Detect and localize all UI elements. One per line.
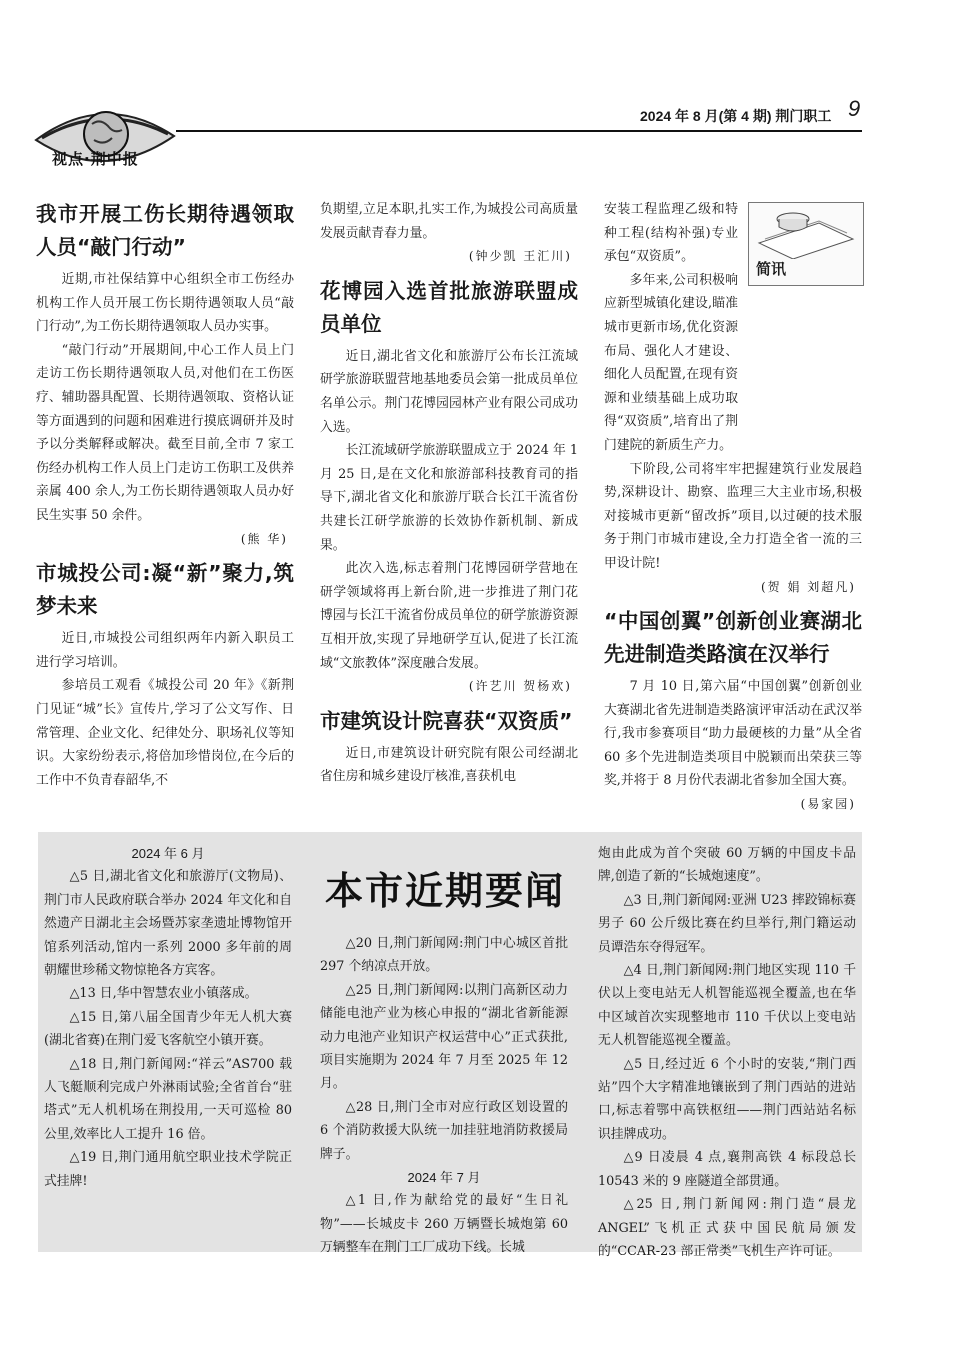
column-3 [604,198,862,817]
news-item: △13 日,华中智慧农业小镇落成。 [69,986,258,1002]
paragraph: 多年来,公司积极响应新型城镇化建设,瞄准城市更新市场,优化资源布局、强化人才建设、细化人员配置,在现有资源和业绩基础上成功取得“双资质”,培育出了荆门建院的新质生产力。 [604,272,738,453]
logo-text: 视点·荆中报 [52,150,139,168]
article-title: “中国创翼”创新创业赛湖北先进制造类路演在汉举行 [604,609,862,667]
byline: (易家园) [800,797,856,812]
news-item: △25 日,荆门新闻网:荆门造“晨龙ANGEL”飞机正式获中国民航局颁发的“CCAR-23 部正常类”飞机生产许可证。 [598,1197,856,1259]
paragraph: “敲门行动”开展期间,中心工作人员上门走访工伤长期待遇领取人员,对他们在工伤医疗、辅助器具配置、长期待遇领取、资格认证等方面遇到的问题和困难进行摸底调研并及时予以分类解释或解决。截至目前,全市 7 家工伤经办机构工作人员上门走访工伤职工及供养亲属 400 余人,为工伤长期待遇领取人员办好民生实事 50 余件。 [36,342,294,523]
paragraph: 长江流域研学旅游联盟成立于 2024 年 1 月 25 日,是在文化和旅游部科技教育司的指导下,湖北省文化和旅游厅联合长江干流省份共建长江研学旅游的长效协作新机制、新成果。 [320,443,578,553]
byline: (熊 华) [240,531,288,546]
column-1 [36,198,294,792]
news-item: △18 日,荆门新闻网:“祥云”AS700 载人飞艇顺利完成户外淋雨试验;全省首台“驻塔式”无人机机场在荆投用,一天可巡检 80 公里,效率比人工提升 16 倍。 [44,1056,292,1142]
byline: (钟少凯 王汇川) [468,249,572,264]
paragraph: 近期,市社保结算中心组织全市工伤经办机构工作人员开展工伤长期待遇领取人员“敲门行动”,为工伤长期待遇领取人员办实事。 [36,272,294,335]
article-title: 市建筑设计院喜获“双资质” [320,708,573,733]
news-column-1 [44,842,292,1193]
news-box-title: 本市近期要闻 [324,869,565,913]
news-item: △5 日,湖北省文化和旅游厅(文物局)、荆门市人民政府联合举办 2024 年文化和自然遗产日湖北主会场暨苏家垄遗址博物馆开馆系列活动,馆内一系列 2000 多年前的周朝耀世珍稀文物惊艳各方宾客。 [44,869,292,979]
page-number: 9 [848,96,861,121]
month-heading: 2024 年 7 月 [407,1170,481,1186]
news-item: △9 日凌晨 4 点,襄荆高铁 4 标段总长 10543 米的 9 座隧道全部贯通。 [598,1150,856,1189]
paragraph: 近日,市建筑设计研究院有限公司经湖北省住房和城乡建设厅核准,喜获机电 [320,745,578,785]
paragraph: 近日,湖北省文化和旅游厅公布长江流域研学旅游联盟营地基地委员会第一批成员单位名单公示。荆门花博园园林产业有限公司成功入选。 [320,348,578,435]
news-item: △1 日,作为献给党的最好“生日礼物”——长城皮卡 260 万辆暨长城炮第 60 万辆整车在荆门工厂成功下线。长城 [320,1193,568,1256]
paragraph: 此次入选,标志着荆门花博园研学营地在研学领域将再上新台阶,进一步推进了荆门花博园与长江干流省份成员单位的研学旅游资源互相开放,实现了异地研学互认,促进了长江流域“文旅教体”深度融合发展。 [320,561,578,671]
article-title: 市城投公司:凝“新”聚力,筑梦未来 [36,561,294,619]
article-title: 我市开展工伤长期待遇领取人员“敲门行动” [36,202,294,259]
news-item: △20 日,荆门新闻网:荆门中心城区首批 297 个纳凉点开放。 [320,936,568,975]
article-title: 花博园入选首批旅游联盟成员单位 [320,278,578,336]
news-item: 炮由此成为首个突破 60 万辆的中国皮卡品牌,创造了新的“长城炮速度”。 [598,846,856,885]
news-item: △3 日,荆门新闻网:亚洲 U23 摔跤锦标赛男子 60 公斤级比赛在约旦举行,荆门籍运动员谭浩东夺得冠军。 [598,892,856,955]
news-item: △5 日,经过近 6 个小时的安装,“荆门西站”四个大字精准地镶嵌到了荆门西站的进站口,标志着鄂中高铁枢纽——荆门西站站名标识挂牌成功。 [598,1056,856,1142]
news-item: △28 日,荆门全市对应行政区划设置的 6 个消防救援大队统一加挂驻地消防救援局牌子。 [320,1099,568,1162]
news-item: △25 日,荆门新闻网:以荆门高新区动力储能电池产业为核心申报的“湖北省新能源动力电池产业知识产权运营中心”正式获批,项目实施期为 2024 年 7 月至 2025 年 12 月。 [320,982,568,1092]
news-column-2 [320,932,568,1260]
brief-label: 简讯 [756,260,787,278]
issue-info: 2024 年 8 月(第 4 期) 荆门职工 [640,108,832,124]
news-column-3 [598,842,856,1263]
news-item: △19 日,荆门通用航空职业技术学院正式挂牌! [44,1150,292,1189]
byline: (贺 娟 刘超凡) [761,579,856,594]
news-item: △4 日,荆门新闻网:荆门地区实现 110 千伏以上变电站无人机智能巡视全覆盖,也在华中区域首次实现整地市 110 千伏以上变电站无人机智能巡视全覆盖。 [598,963,856,1049]
paragraph: 负期望,立足本职,扎实工作,为城投公司高质量发展贡献青春力量。 [320,202,578,241]
header-rule [176,130,862,132]
month-heading: 2024 年 6 月 [131,846,205,861]
news-item: △15 日,第八届全国青少年无人机大赛(湖北省赛)在荆门爱飞客航空小镇开赛。 [44,1009,292,1049]
paragraph: 7 月 10 日,第六届“中国创翼”创新创业大赛湖北省先进制造类路演评审活动在武汉举行,我市参赛项目“助力最硬核的力量”从全省 60 多个先进制造类项目中脱颖而出荣获三等奖,并将于 8 月份代表湖北省参加全国大赛。 [604,679,862,789]
column-2 [320,198,578,789]
paragraph: 安装工程监理乙级和特种工程(结构补强)专业承包“双资质”。 [604,202,738,265]
paragraph: 近日,市城投公司组织两年内新入职员工进行学习培训。 [36,631,294,670]
byline: (许艺川 贺杨欢) [468,679,572,694]
paragraph: 参培员工观看《城投公司 20 年》《新荆门见证“城”长》宣传片,学习了公文写作、日常管理、企业文化、纪律处分、职场礼仪等知识。大家纷纷表示,将倍加珍惜岗位,在今后的工作中不负青春韶华,不 [36,678,294,788]
paragraph: 下阶段,公司将牢牢把握建筑行业发展趋势,深耕设计、勘察、监理三大主业市场,积极对接城市更新“留改拆”项目,以过硬的技术服务于荆门市城市建设,全力打造全省一流的三甲设计院! [604,461,862,571]
